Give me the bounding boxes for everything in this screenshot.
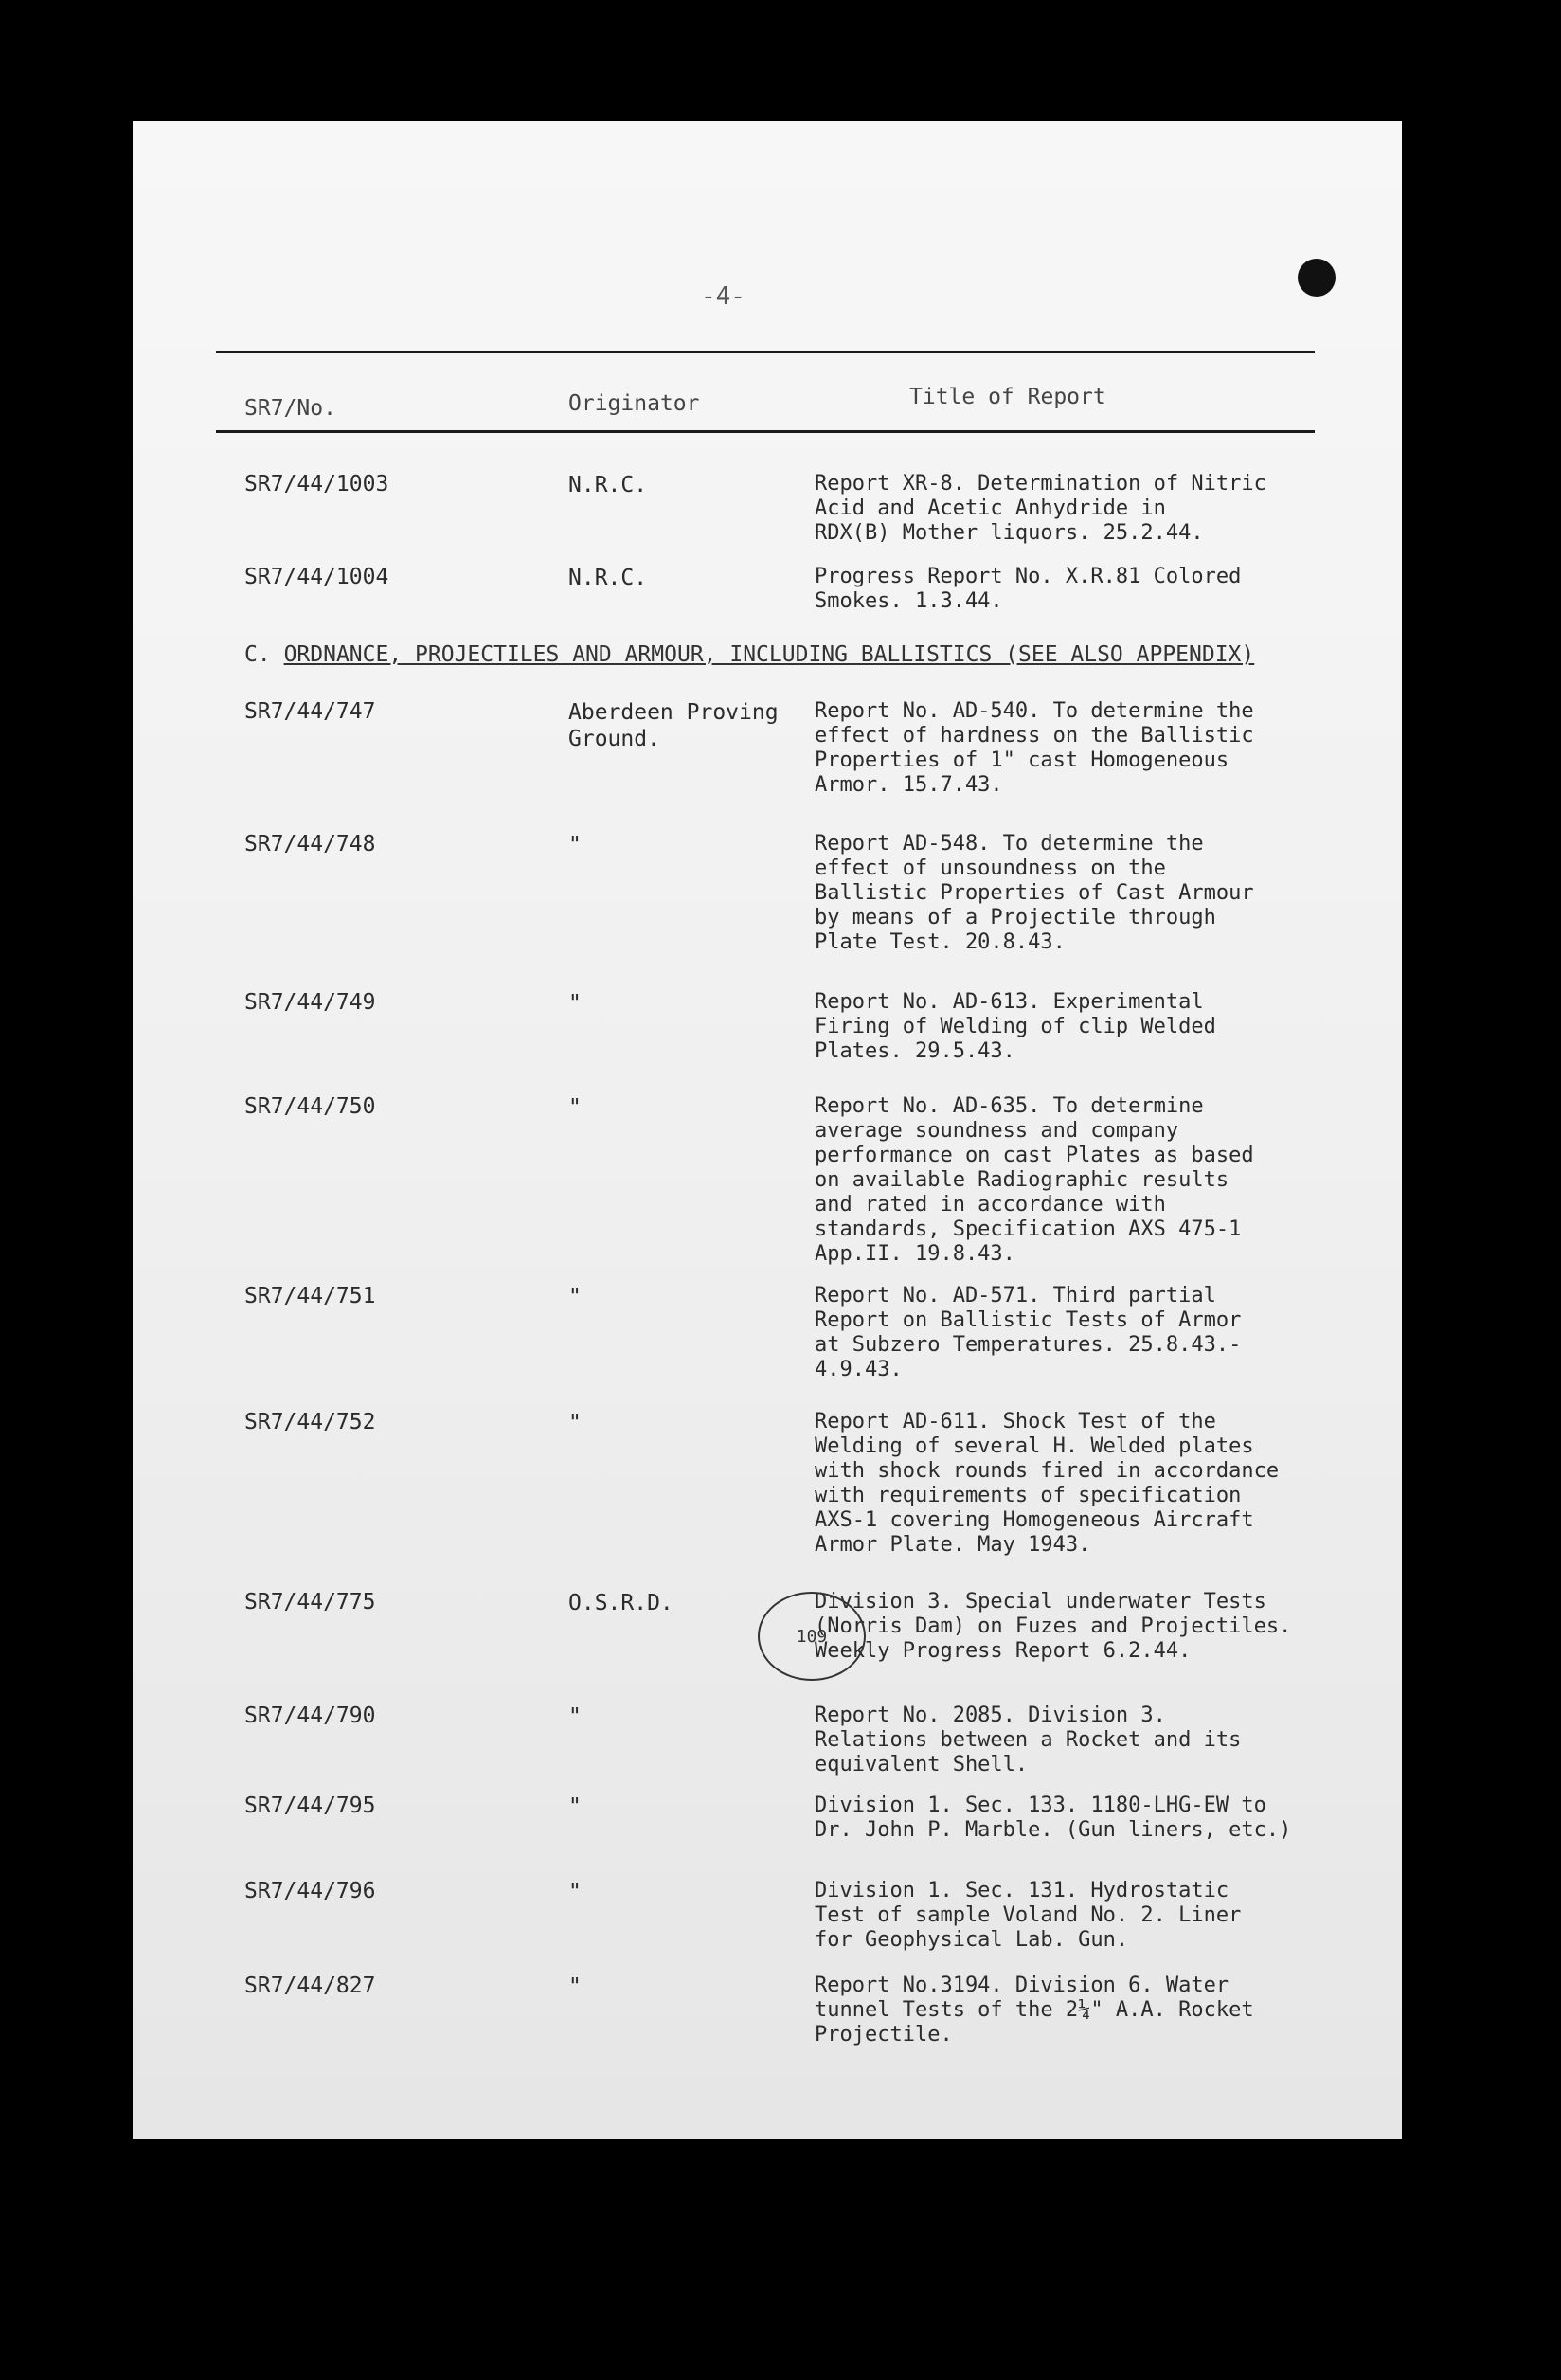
column-header-originator: Originator [568,391,700,416]
stamp-text: 109 [796,1626,828,1647]
report-title: Division 3. Special underwater Tests (Norris Dam) on Fuzes and Projectiles. Weekly Progress Report 6.2.44. [815,1590,1292,1663]
header-top-rule [216,351,1315,353]
report-originator: " [568,1880,582,1904]
column-header-no: SR7/No. [244,396,336,421]
report-title: Division 1. Sec. 131. Hydrostatic Test of sample Voland No. 2. Liner for Geophysical Lab. Gun. [815,1879,1242,1952]
report-number: SR7/44/775 [244,1590,376,1614]
punch-hole [1298,259,1336,297]
report-title: Report AD-611. Shock Test of the Welding of several H. Welded plates with shock rounds fired in accordance with requirements of specification AXS-1 covering Homogeneous Aircraft Armor Plate. May 1943. [815,1410,1280,1557]
report-originator: " [568,1411,582,1435]
report-title: Report No. AD-635. To determine average soundness and company performance on cast Plates as based on available Radiographic results and rated in accordance with standards, Specification AXS 475-1 App.II. 19.8.43. [815,1094,1254,1266]
report-number: SR7/44/750 [244,1094,376,1119]
report-number: SR7/44/790 [244,1704,376,1728]
report-number: SR7/44/1003 [244,472,389,496]
report-originator: " [568,991,582,1016]
report-title: Progress Report No. X.R.81 Colored Smokes. 1.3.44. [815,565,1242,613]
report-number: SR7/44/751 [244,1284,376,1308]
report-number: SR7/44/749 [244,990,376,1015]
report-originator: " [568,1285,582,1309]
column-header-title: Title of Report [909,385,1106,409]
report-title: Division 1. Sec. 133. 1180-LHG-EW to Dr. John P. Marble. (Gun liners, etc.) [815,1794,1292,1842]
report-originator: Aberdeen Proving Ground. [568,700,779,751]
document-page [133,121,1402,2139]
report-originator: " [568,1095,582,1120]
page-number: -4- [701,282,745,311]
handwritten-circled-number [758,1592,866,1681]
report-title: Report No. AD-571. Third partial Report on Ballistic Tests of Armor at Subzero Temperatures. 25.8.43.- 4.9.43. [815,1284,1242,1381]
report-number: SR7/44/796 [244,1879,376,1903]
report-title: Report No. AD-613. Experimental Firing of Welding of clip Welded Plates. 29.5.43. [815,990,1216,1063]
report-title: Report No.3194. Division 6. Water tunnel Tests of the 2¼" A.A. Rocket Projectile. [815,1974,1254,2046]
report-number: SR7/44/748 [244,832,376,856]
report-title: Report No. AD-540. To determine the effect of hardness on the Ballistic Properties of 1" cast Homogeneous Armor. 15.7.43. [815,699,1254,797]
section-heading [244,642,1254,667]
section-title: ORDNANCE, PROJECTILES AND ARMOUR, INCLUDING BALLISTICS (SEE ALSO APPENDIX) [283,642,1255,667]
report-originator: N.R.C. [568,566,648,590]
report-originator: " [568,1794,582,1819]
report-title: Report XR-8. Determination of Nitric Acid and Acetic Anhydride in RDX(B) Mother liquors. 25.2.44. [815,472,1266,545]
report-originator: " [568,833,582,857]
report-title: Report No. 2085. Division 3. Relations between a Rocket and its equivalent Shell. [815,1704,1242,1776]
report-number: SR7/44/1004 [244,565,389,589]
report-originator: O.S.R.D. [568,1591,673,1615]
report-number: SR7/44/747 [244,699,376,724]
report-number: SR7/44/795 [244,1794,376,1818]
report-originator: N.R.C. [568,473,648,497]
header-bottom-rule [216,430,1315,433]
report-originator: " [568,1704,582,1729]
report-originator: " [568,1974,582,1999]
report-number: SR7/44/827 [244,1974,376,1998]
report-number: SR7/44/752 [244,1410,376,1434]
report-title: Report AD-548. To determine the effect of unsoundness on the Ballistic Properties of Cast Armour by means of a Projectile through Plate Test. 20.8.43. [815,832,1254,954]
section-letter: C. [244,642,271,667]
